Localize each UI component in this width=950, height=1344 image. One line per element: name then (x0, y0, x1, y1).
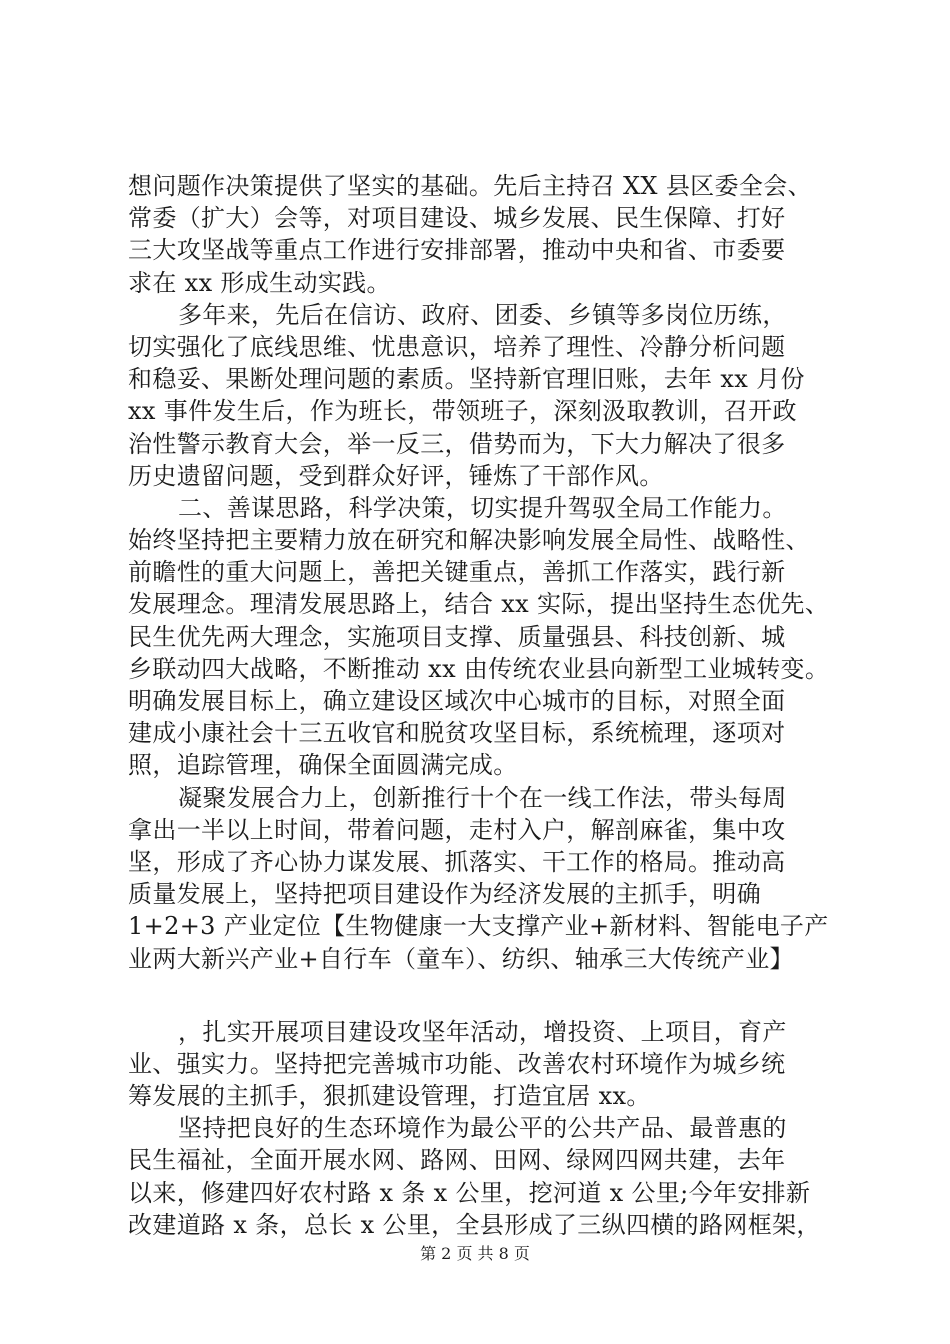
text-line: 和稳妥、果断处理问题的素质。坚持新官理旧账，去年 xx 月份 (128, 365, 805, 394)
text-line: 以来，修建四好农村路 x 条 x 公里，挖河道 x 公里;今年安排新 (128, 1178, 811, 1207)
text-line: 1+2+3 产业定位【生物健康一大支撑产业+新材料、智能电子产 (128, 912, 829, 941)
text-line: 前瞻性的重大问题上，善把关键重点，善抓工作落实，践行新 (128, 558, 786, 587)
text-line: 筹发展的主抓手，狠抓建设管理，打造宜居 xx。 (128, 1082, 651, 1111)
text-line: 改建道路 x 条，总长 x 公里，全县形成了三纵四横的路网框架， (128, 1210, 821, 1239)
text-line: 明确发展目标上，确立建设区域次中心城市的目标，对照全面 (128, 687, 786, 715)
text-line: 始终坚持把主要精力放在研究和解决影响发展全局性、战略性、 (128, 526, 810, 555)
text-line: 坚，形成了齐心协力谋发展、抓落实、干工作的格局。推动高 (128, 847, 786, 876)
text-line: 民生优先两大理念，实施项目支撑、质量强县、科技创新、城 (128, 622, 786, 651)
text-line: 照，追踪管理，确保全面圆满完成。 (128, 751, 518, 780)
paragraph-gap (128, 975, 833, 1016)
text-line: 乡联动四大战略，不断推动 xx 由传统农业县向新型工业城转变。 (128, 654, 830, 683)
text-line: 求在 xx 形成生动实践。 (128, 268, 391, 297)
text-line: 业、强实力。坚持把完善城市功能、改善农村环境作为城乡统 (128, 1049, 786, 1078)
section-heading: 二、善谋思路，科学决策，切实提升驾驭全局工作能力。 (178, 493, 787, 522)
text-line: 三大攻坚战等重点工作进行安排部署，推动中央和省、市委要 (128, 236, 786, 265)
text-line: 民生福祉，全面开展水网、路网、田网、绿网四网共建，去年 (128, 1146, 786, 1175)
text-line: xx 事件发生后，作为班长，带领班子，深刻汲取教训，召开政 (128, 397, 797, 426)
text-line: 想问题作决策提供了坚实的基础。先后主持召 XX 县区委全会、 (128, 172, 812, 200)
page-footer: 第 2 页 共 8 页 (420, 1244, 530, 1263)
text-line: 拿出一半以上时间，带着问题，走村入户，解剖麻雀，集中攻 (128, 815, 786, 844)
text-line: 治性警示教育大会，举一反三，借势而为，下大力解决了很多 (128, 429, 786, 458)
text-line: 业两大新兴产业+自行车（童车）、纺织、轴承三大传统产业】 (128, 944, 794, 973)
text-line: 多年来，先后在信访、政府、团委、乡镇等多岗位历练， (178, 300, 787, 329)
text-line: 历史遗留问题，受到群众好评，锤炼了干部作风。 (128, 461, 664, 490)
text-line: 凝聚发展合力上，创新推行十个在一线工作法，带头每周 (178, 783, 787, 812)
text-line: 坚持把良好的生态环境作为最公平的公共产品、最普惠的 (178, 1114, 787, 1143)
text-line: 切实强化了底线思维、忧患意识，培养了理性、冷静分析问题 (128, 332, 786, 361)
text-line: 常委（扩大）会等，对项目建设、城乡发展、民生保障、打好 (128, 204, 786, 233)
text-line: 建成小康社会十三五收官和脱贫攻坚目标，系统梳理，逐项对 (128, 719, 786, 748)
text-line: 质量发展上，坚持把项目建设作为经济发展的主抓手，明确 (128, 880, 762, 909)
body-text (128, 170, 833, 1241)
text-line: 发展理念。理清发展思路上，结合 xx 实际，提出坚持生态优先、 (128, 590, 830, 619)
text-line: ，扎实开展项目建设攻坚年活动，增投资、上项目，育产 (178, 1017, 787, 1046)
